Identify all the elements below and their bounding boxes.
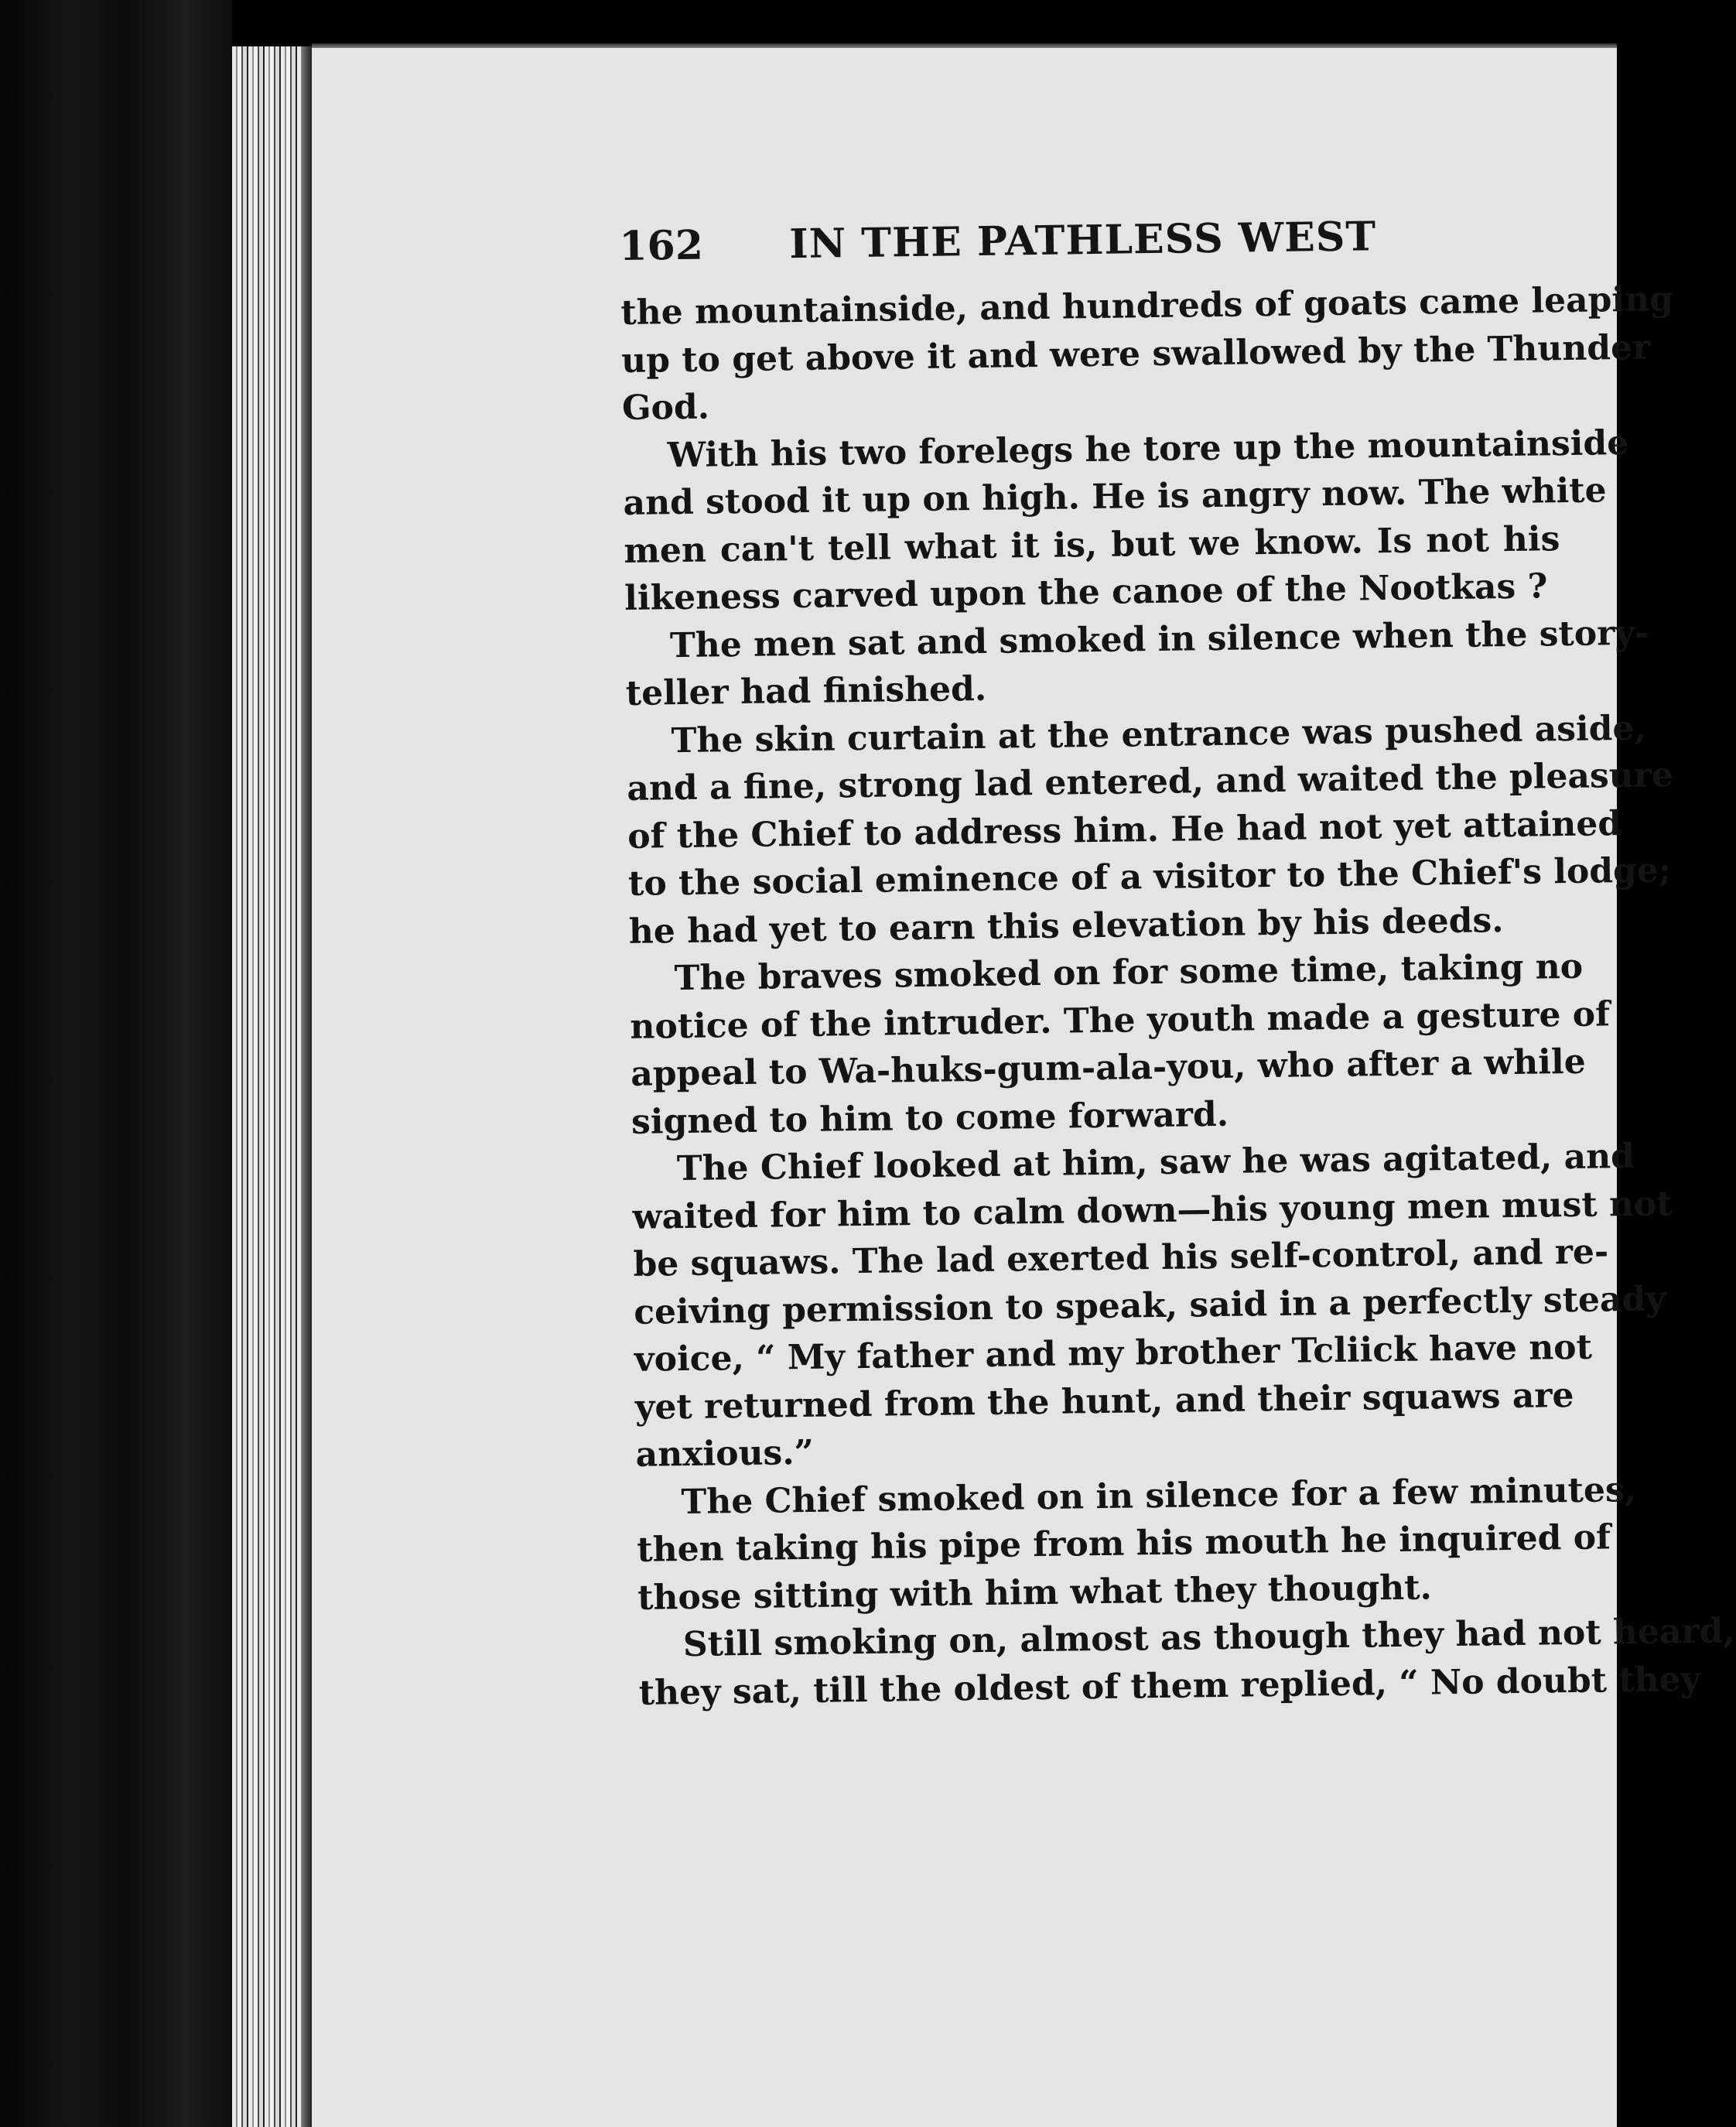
text-line: yet returned from the hunt, and their squaws are	[634, 1375, 1574, 1428]
text-line: the mountainside, and hundreds of goats came leaping	[620, 279, 1674, 333]
text-line: ceiving permission to speak, said in a perfectly steady	[633, 1278, 1666, 1332]
text-line: The men sat and smoked in silence when the story-	[669, 613, 1649, 665]
text-line: The braves smoked on for some time, taking no	[674, 946, 1584, 999]
body-text	[620, 277, 1736, 1717]
text-line: and a fine, strong lad entered, and waited the pleasure	[627, 755, 1674, 809]
text-line: The skin curtain at the entrance was pushed aside,	[671, 708, 1647, 761]
text-line: appeal to Wa-huks-gum-ala-you, who after a while	[630, 1041, 1586, 1094]
text-line: The Chief looked at him, saw he was agitated, and	[676, 1136, 1635, 1189]
text-line: Still smoking on, almost as though they had not heard,	[682, 1611, 1736, 1665]
text-line: likeness carved upon the canoe of the Nootkas ?	[624, 566, 1548, 618]
text-line: With his two forelegs he tore up the mountainside	[667, 422, 1629, 475]
scan-background	[0, 0, 232, 2127]
page-gutter-shadow	[302, 46, 313, 2127]
text-line: voice, “ My father and my brother Tcliick have not	[634, 1327, 1593, 1380]
text-line: God.	[621, 387, 710, 428]
text-line: they sat, till the oldest of them replied, “ No doubt they	[638, 1659, 1701, 1713]
text-line: then taking his pipe from his mouth he inquired of	[636, 1517, 1611, 1570]
text-line: notice of the intruder. The youth made a gesture of	[630, 993, 1611, 1047]
text-line: of the Chief to address him. He had not yet attained	[627, 803, 1622, 857]
text-line: waited for him to calm down—his young men must not	[632, 1183, 1673, 1237]
page-number: 162	[619, 221, 704, 270]
text-line: he had yet to earn this elevation by his deeds.	[628, 900, 1504, 952]
text-line: The Chief smoked on in silence for a few minutes,	[681, 1469, 1637, 1522]
text-line: up to get above it and were swallowed by the Thunder	[620, 327, 1651, 381]
text-line: signed to him to come forward.	[630, 1094, 1229, 1142]
text-line: to the social eminence of a visitor to the Chief's lodge;	[627, 850, 1672, 904]
text-line: those sitting with him what they thought.	[637, 1567, 1433, 1618]
text-line: men can't tell what it is, but we know. Is not his	[624, 518, 1560, 571]
text-line: be squaws. The lad exerted his self-control, and re-	[633, 1232, 1609, 1284]
text-line: teller had finished.	[625, 669, 987, 713]
running-title: IN THE PATHLESS WEST	[788, 213, 1377, 268]
text-line: and stood it up on high. He is angry now. The white	[623, 470, 1607, 523]
text-line: anxious.”	[635, 1432, 815, 1475]
